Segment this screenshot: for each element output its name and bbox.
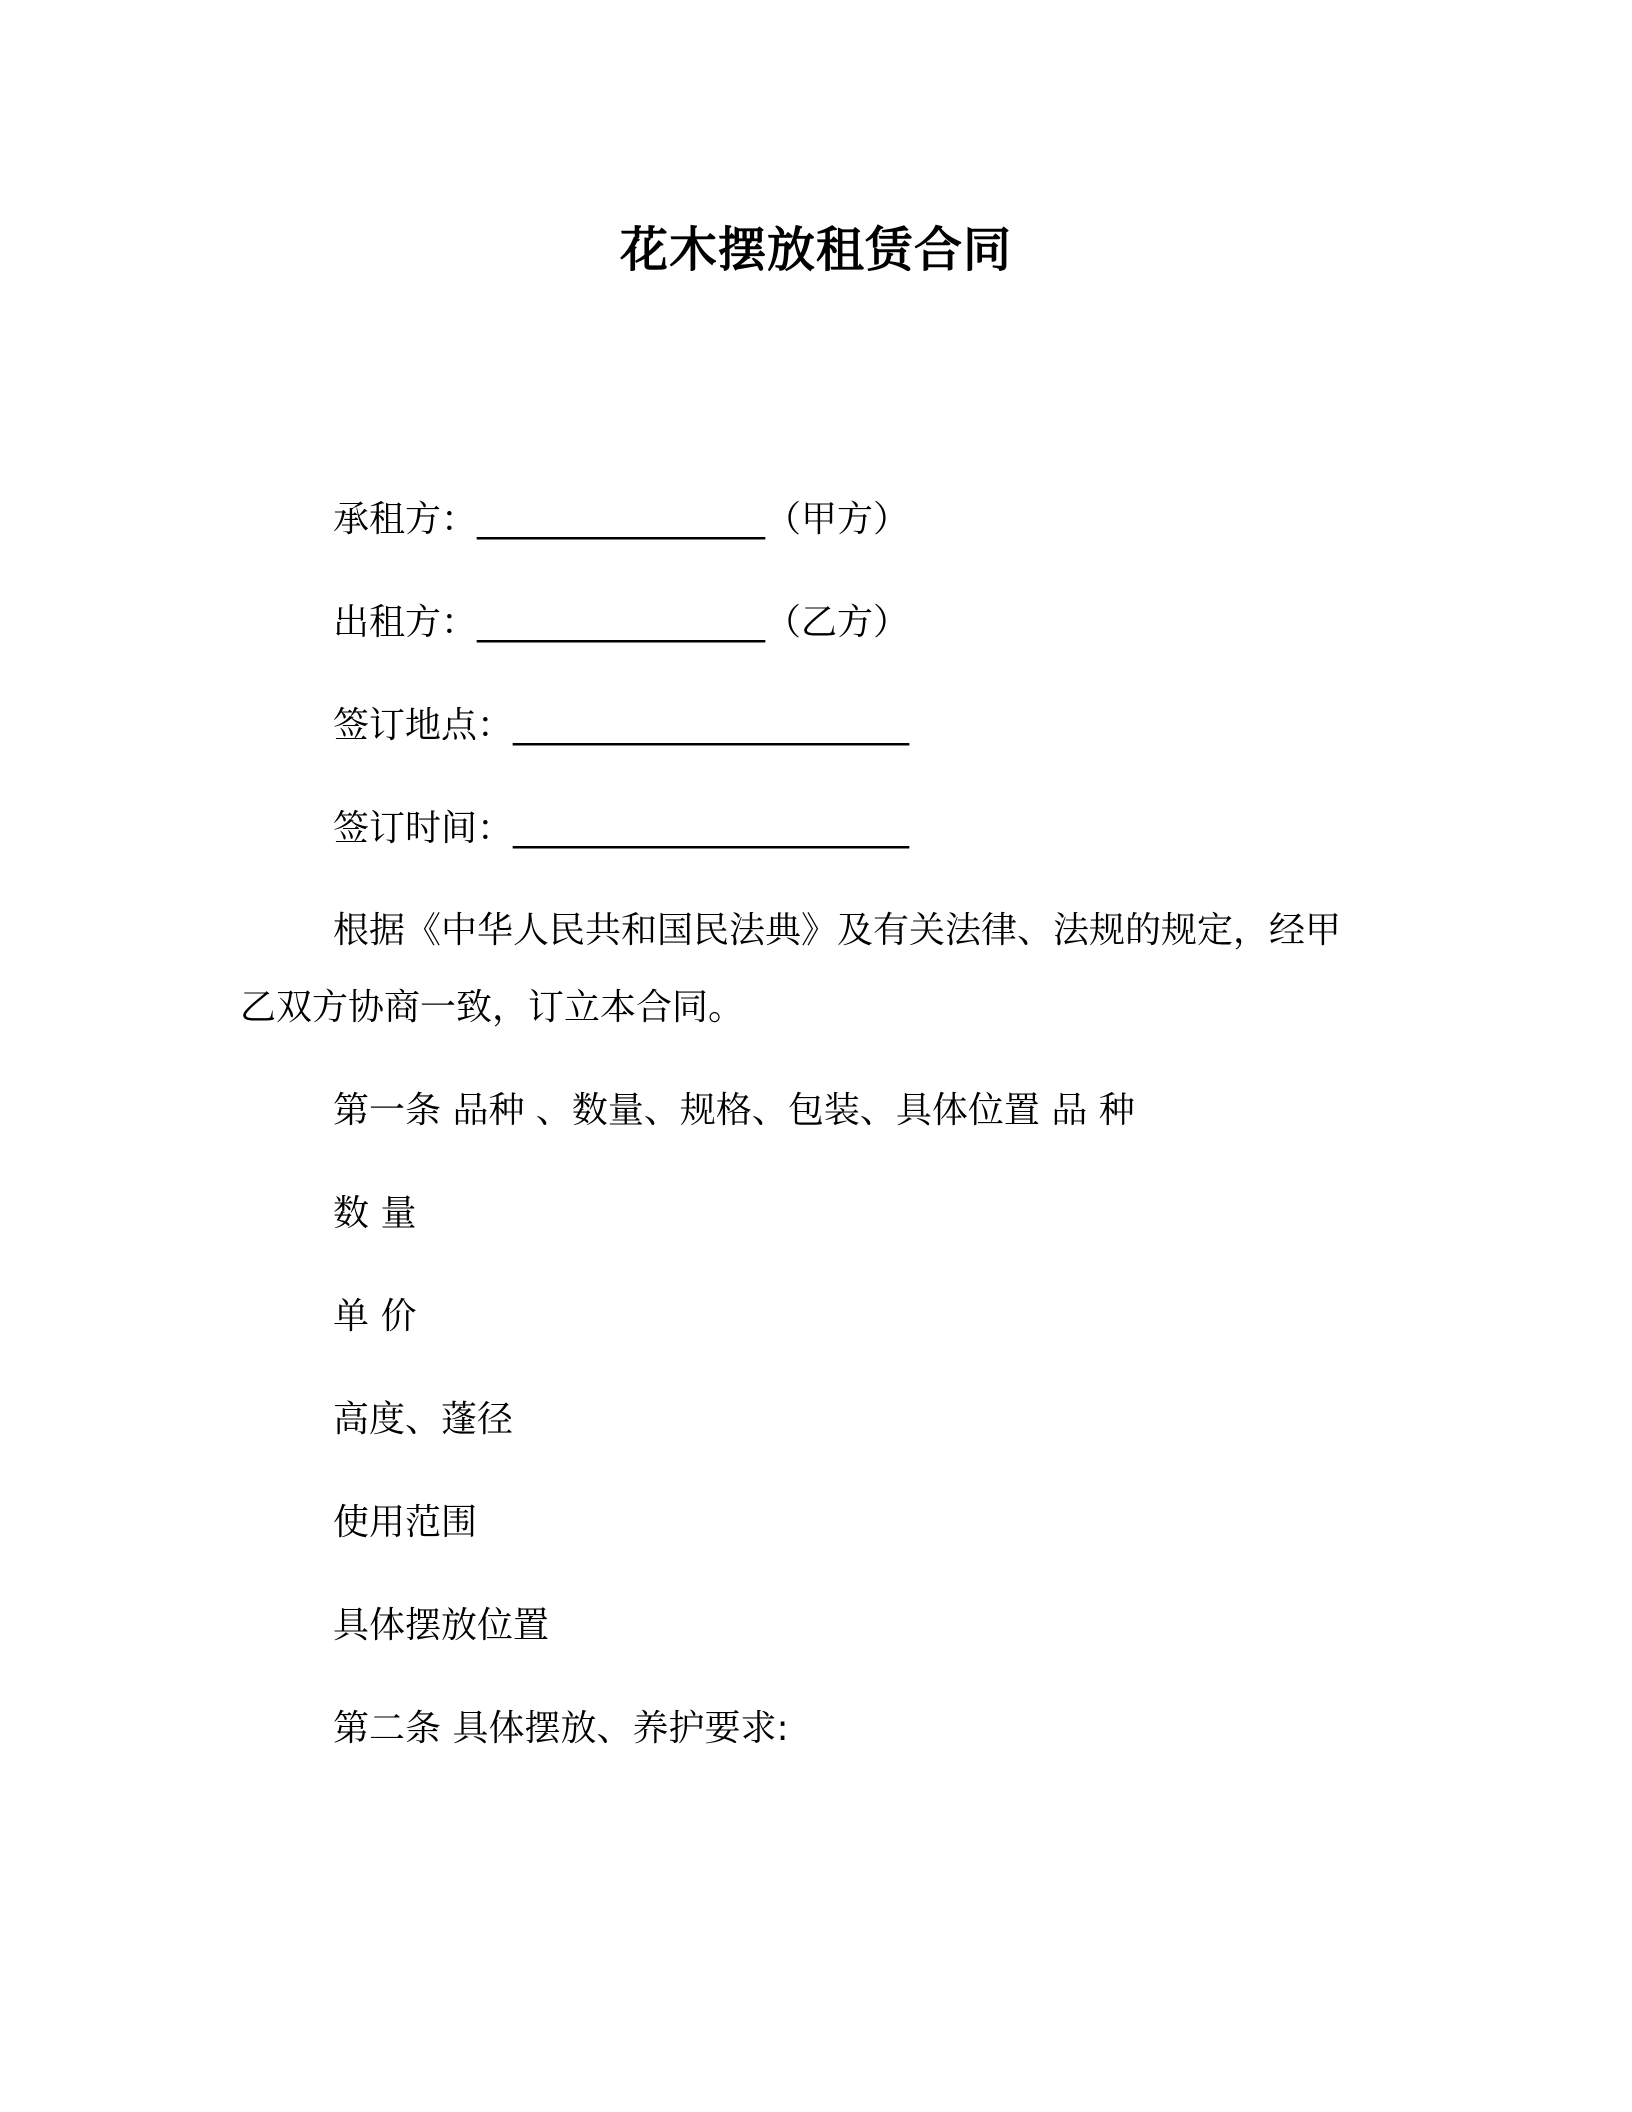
sign-place-line: 签订地点：______________________ — [333, 705, 910, 746]
preamble-line-1: 根据《中华人民共和国民法典》及有关法律、法规的规定，经甲 — [333, 910, 1342, 951]
article1-item: 单 价 — [333, 1296, 417, 1337]
sign-time-line: 签订时间：______________________ — [333, 808, 910, 849]
article2-heading: 第二条 具体摆放、养护要求: — [333, 1708, 789, 1749]
article1-item: 具体摆放位置 — [333, 1605, 550, 1646]
preamble-line-2: 乙双方协商一致，订立本合同。 — [240, 987, 745, 1028]
article1-item: 使用范围 — [333, 1502, 478, 1543]
lessee-line: 承租方：________________（甲方） — [333, 499, 910, 540]
article1-item: 高度、蓬径 — [333, 1399, 514, 1440]
article1-heading: 第一条 品种 、数量、规格、包装、具体位置 品 种 — [333, 1090, 1135, 1131]
lessor-line: 出租方：________________（乙方） — [333, 602, 910, 643]
article1-item: 数 量 — [333, 1193, 417, 1234]
document-title: 花木摆放租赁合同 — [619, 222, 1012, 278]
